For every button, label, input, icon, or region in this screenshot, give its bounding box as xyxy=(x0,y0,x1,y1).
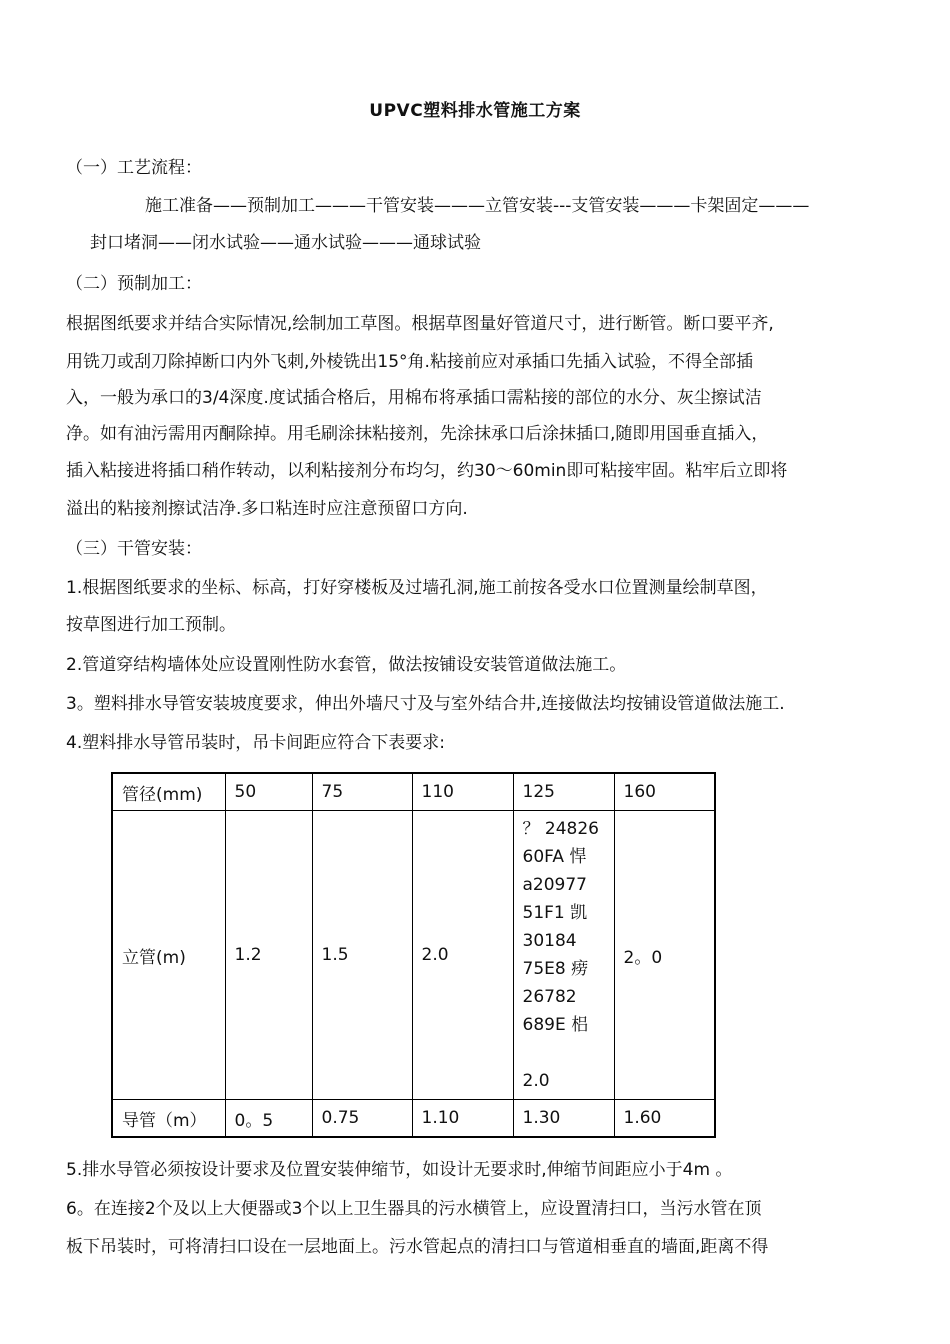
paragraph-line: 溢出的粘接剂擦试洁净.多口粘连时应注意预留口方向. xyxy=(66,499,468,519)
table-header-cell: 管径(mm) xyxy=(112,773,225,811)
list-item-6-line-2: 板下吊装时，可将清扫口设在一层地面上。污水管起点的清扫口与管道相垂直的墙面,距离不得 xyxy=(66,1237,769,1257)
paragraph-line: 插入粘接进将插口稍作转动，以利粘接剂分布均匀，约30～60min即可粘接牢固。粘牢后立即将 xyxy=(66,461,788,481)
table-cell: 2.0 xyxy=(412,811,513,1100)
row-label-vertical-pipe: 立管(m) xyxy=(112,811,225,1100)
cell-value: 2.0 xyxy=(522,1071,550,1091)
list-item-1-line-2: 按草图进行加工预制。 xyxy=(66,615,236,635)
paragraph-line: 入，一般为承口的3/4深度.度试插合格后，用棉布将承插口需粘接的部位的水分、灰尘擦试洁 xyxy=(66,388,762,408)
paragraph-line: 净。如有油污需用丙酮除掉。用毛刷涂抹粘接剂，先涂抹承口后涂抹插口,随即用国垂直插入， xyxy=(66,424,769,444)
paragraph-line: 用铣刀或刮刀除掉断口内外飞刺,外棱铣出15°角.粘接前应对承插口先插入试验，不得全部插 xyxy=(66,352,753,372)
table-header-cell: 50 xyxy=(225,773,312,811)
table-cell: 1.5 xyxy=(312,811,412,1100)
hanger-spacing-table xyxy=(111,772,716,1138)
table-cell: 1.2 xyxy=(225,811,312,1100)
process-flow-line-2: 封口堵洞——闭水试验——通水试验———通球试验 xyxy=(90,233,481,253)
row-label-downpipe: 导管（m） xyxy=(112,1100,225,1138)
table-header-cell: 160 xyxy=(614,773,715,811)
cell-text-line: a20977 xyxy=(522,875,587,895)
section-2-heading: （二）预制加工： xyxy=(66,274,202,294)
cell-text-line: 51F1 凯 xyxy=(522,903,588,923)
table-cell: 0.75 xyxy=(312,1100,412,1138)
section-3-heading: （三）干管安装： xyxy=(66,539,202,559)
process-flow-line-1: 施工准备——预制加工———干管安装———立管安装---支管安装———卡架固定——— xyxy=(145,196,810,216)
list-item-3: 3。塑料排水导管安装坡度要求，伸出外墙尺寸及与室外结合井,连接做法均按铺设管道做法施工. xyxy=(66,694,785,714)
list-item-2: 2.管道穿结构墙体处应设置刚性防水套管，做法按铺设安装管道做法施工。 xyxy=(66,655,627,675)
section-1-heading: （一）工艺流程： xyxy=(66,158,202,178)
table-row xyxy=(112,1100,715,1138)
table-cell: 2。0 xyxy=(614,811,715,1100)
page-title: UPVC塑料排水管施工方案 xyxy=(369,101,581,121)
table-cell: 1.30 xyxy=(513,1100,614,1138)
cell-text-line: 75E8 痨 xyxy=(522,959,589,979)
cell-text-line: ？ 24826 xyxy=(522,819,599,839)
table-header-cell: 75 xyxy=(312,773,412,811)
table-header-row xyxy=(112,773,715,811)
list-item-4: 4.塑料排水导管吊装时，吊卡间距应符合下表要求: xyxy=(66,733,445,753)
cell-text-line: 60FA 悍 xyxy=(522,847,587,867)
list-item-5: 5.排水导管必须按设计要求及位置安装伸缩节，如设计无要求时,伸缩节间距应小于4m 。 xyxy=(66,1160,733,1180)
table-cell: 0。5 xyxy=(225,1100,312,1138)
table-row xyxy=(112,811,715,1100)
cell-text-line: 26782 xyxy=(522,987,577,1007)
table-cell: 1.10 xyxy=(412,1100,513,1138)
cell-text-line: 689E 梠 xyxy=(522,1015,589,1035)
list-item-6-line-1: 6。在连接2个及以上大便器或3个以上卫生器具的污水横管上，应设置清扫口，当污水管在顶 xyxy=(66,1199,762,1219)
table-cell: 1.60 xyxy=(614,1100,715,1138)
list-item-1-line-1: 1.根据图纸要求的坐标、标高，打好穿楼板及过墙孔洞,施工前按各受水口位置测量绘制草图， xyxy=(66,578,768,598)
table-header-cell: 110 xyxy=(412,773,513,811)
table-header-cell: 125 xyxy=(513,773,614,811)
paragraph-line: 根据图纸要求并结合实际情况,绘制加工草图。根据草图量好管道尺寸，进行断管。断口要平齐, xyxy=(66,314,774,334)
table-cell-125 xyxy=(513,811,614,1100)
cell-text-line: 30184 xyxy=(522,931,577,951)
